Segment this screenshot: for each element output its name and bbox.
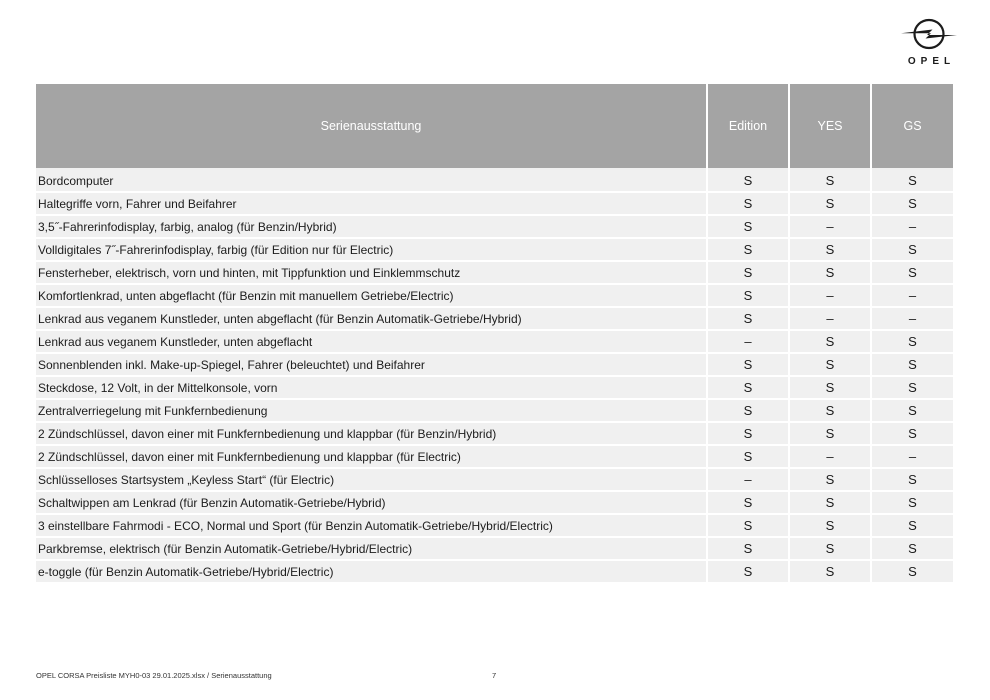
value-yes: S <box>789 560 871 583</box>
value-gs: – <box>871 284 953 307</box>
table-row <box>36 399 953 422</box>
table-row <box>36 238 953 261</box>
value-edition: S <box>707 422 789 445</box>
value-yes: S <box>789 514 871 537</box>
table-row <box>36 560 953 583</box>
header-edition: Edition <box>707 84 789 168</box>
value-edition: S <box>707 491 789 514</box>
value-gs: S <box>871 238 953 261</box>
value-yes: – <box>789 284 871 307</box>
value-gs: S <box>871 537 953 560</box>
value-edition: S <box>707 560 789 583</box>
feature-label: Parkbremse, elektrisch (für Benzin Automatik-Getriebe/Hybrid/Electric) <box>36 537 707 560</box>
feature-label: Bordcomputer <box>36 168 707 192</box>
value-edition: S <box>707 284 789 307</box>
table-row <box>36 468 953 491</box>
table-row <box>36 330 953 353</box>
feature-label: Zentralverriegelung mit Funkfernbedienung <box>36 399 707 422</box>
value-yes: S <box>789 537 871 560</box>
feature-label: Steckdose, 12 Volt, in der Mittelkonsole, vorn <box>36 376 707 399</box>
feature-label: Haltegriffe vorn, Fahrer und Beifahrer <box>36 192 707 215</box>
brand-name: OPEL <box>907 56 956 67</box>
value-yes: S <box>789 261 871 284</box>
value-yes: S <box>789 422 871 445</box>
feature-label: Lenkrad aus veganem Kunstleder, unten abgeflacht <box>36 330 707 353</box>
value-edition: S <box>707 168 789 192</box>
value-edition: S <box>707 192 789 215</box>
value-edition: S <box>707 215 789 238</box>
header-gs: GS <box>871 84 953 168</box>
feature-label: Schaltwippen am Lenkrad (für Benzin Automatik-Getriebe/Hybrid) <box>36 491 707 514</box>
value-yes: – <box>789 307 871 330</box>
feature-label: 2 Zündschlüssel, davon einer mit Funkfernbedienung und klappbar (für Electric) <box>36 445 707 468</box>
value-gs: – <box>871 445 953 468</box>
value-gs: S <box>871 560 953 583</box>
table-row <box>36 307 953 330</box>
header-yes: YES <box>789 84 871 168</box>
table-row <box>36 353 953 376</box>
value-yes: S <box>789 330 871 353</box>
table-header-row <box>36 84 953 168</box>
table-row <box>36 491 953 514</box>
table-row <box>36 168 953 192</box>
value-yes: S <box>789 399 871 422</box>
value-edition: S <box>707 445 789 468</box>
table-row <box>36 261 953 284</box>
value-gs: S <box>871 376 953 399</box>
value-gs: S <box>871 468 953 491</box>
value-yes: S <box>789 192 871 215</box>
feature-label: Fensterheber, elektrisch, vorn und hinten, mit Tippfunktion und Einklemmschutz <box>36 261 707 284</box>
value-yes: S <box>789 168 871 192</box>
value-gs: S <box>871 422 953 445</box>
value-yes: S <box>789 238 871 261</box>
feature-label: Lenkrad aus veganem Kunstleder, unten abgeflacht (für Benzin Automatik-Getriebe/Hybrid) <box>36 307 707 330</box>
feature-label: 2 Zündschlüssel, davon einer mit Funkfernbedienung und klappbar (für Benzin/Hybrid) <box>36 422 707 445</box>
page-number: 7 <box>492 671 497 680</box>
value-gs: S <box>871 261 953 284</box>
value-edition: S <box>707 514 789 537</box>
table-row <box>36 514 953 537</box>
feature-label: Volldigitales 7˝-Fahrerinfodisplay, farbig (für Edition nur für Electric) <box>36 238 707 261</box>
value-edition: S <box>707 261 789 284</box>
table-row <box>36 376 953 399</box>
value-edition: S <box>707 399 789 422</box>
value-yes: S <box>789 376 871 399</box>
feature-label: 3,5˝-Fahrerinfodisplay, farbig, analog (für Benzin/Hybrid) <box>36 215 707 238</box>
feature-label: e-toggle (für Benzin Automatik-Getriebe/Hybrid/Electric) <box>36 560 707 583</box>
table-row <box>36 215 953 238</box>
feature-label: Komfortlenkrad, unten abgeflacht (für Benzin mit manuellem Getriebe/Electric) <box>36 284 707 307</box>
footer-source: OPEL CORSA Preisliste MYH0-03 29.01.2025.xlsx / Serienausstattung <box>36 671 272 680</box>
opel-blitz-icon <box>900 18 958 50</box>
feature-label: 3 einstellbare Fahrmodi - ECO, Normal und Sport (für Benzin Automatik-Getriebe/Hybrid/Electric) <box>36 514 707 537</box>
header-serienausstattung: Serienausstattung <box>36 84 707 168</box>
value-edition: – <box>707 468 789 491</box>
value-yes: – <box>789 215 871 238</box>
value-edition: S <box>707 238 789 261</box>
opel-logo <box>900 18 958 68</box>
value-gs: S <box>871 491 953 514</box>
value-edition: S <box>707 307 789 330</box>
value-yes: S <box>789 491 871 514</box>
features-table <box>36 84 953 584</box>
value-yes: S <box>789 468 871 491</box>
value-gs: S <box>871 192 953 215</box>
table-row <box>36 284 953 307</box>
value-edition: S <box>707 537 789 560</box>
value-edition: – <box>707 330 789 353</box>
value-yes: – <box>789 445 871 468</box>
value-edition: S <box>707 353 789 376</box>
value-edition: S <box>707 376 789 399</box>
value-gs: – <box>871 215 953 238</box>
table-row <box>36 445 953 468</box>
table-row <box>36 192 953 215</box>
table-row <box>36 422 953 445</box>
value-yes: S <box>789 353 871 376</box>
feature-label: Sonnenblenden inkl. Make-up-Spiegel, Fahrer (beleuchtet) und Beifahrer <box>36 353 707 376</box>
value-gs: – <box>871 307 953 330</box>
value-gs: S <box>871 514 953 537</box>
table-row <box>36 537 953 560</box>
value-gs: S <box>871 399 953 422</box>
feature-label: Schlüsselloses Startsystem „Keyless Start“ (für Electric) <box>36 468 707 491</box>
value-gs: S <box>871 168 953 192</box>
value-gs: S <box>871 330 953 353</box>
value-gs: S <box>871 353 953 376</box>
